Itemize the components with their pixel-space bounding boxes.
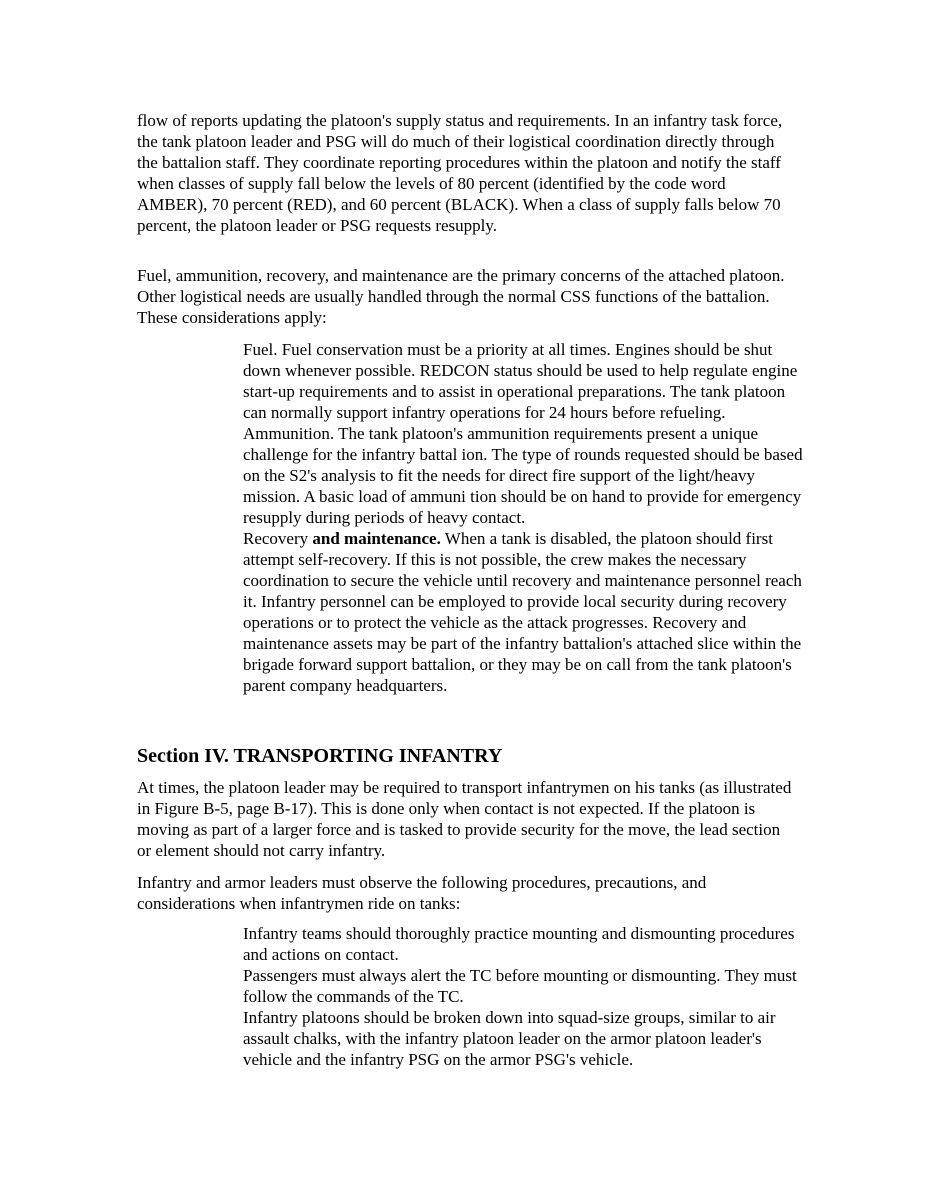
procedure-item: Infantry platoons should be broken down into squad-size groups, similar to air assault chalks, with the infantry platoon leader on the armor platoon leader's vehicle and the infantry PSG on the armor PSG's vehicle. — [243, 1008, 776, 1069]
recovery-rest-text: When a tank is disabled, the platoon should first attempt self-recovery. If this is not possible, the crew makes the necessary coordination to secure the vehicle until recovery and maintenance personnel reach it. Infantry personnel can be employed to provide local security during recovery operations or to protect the vehicle as the attack progresses. Recovery and maintenance assets may be part of the infantry battalion's attached slice within the brigade forward support battalion, or they may be on call from the tank platoon's parent company headquarters. — [243, 529, 802, 695]
transport-paragraph: At times, the platoon leader may be required to transport infantrymen on his tanks (as illustrated in Figure B-5, page B-17). This is done only when contact is not expected. If the platoon is moving as part of a larger force and is tasked to provide security for the move, the lead section or element should not carry infantry. — [137, 778, 792, 860]
supply-status-paragraph: flow of reports updating the platoon's supply status and requirements. In an infantry task force, the tank platoon leader and PSG will do much of their logistical coordination directly through the battalion staff. They coordinate reporting procedures within the platoon and notify the staff when classes of supply fall below the levels of 80 percent (identified by the code word AMBER), 70 percent (RED), and 60 percent (BLACK). When a class of supply falls below 70 percent, the platoon leader or PSG requests resupply. — [137, 111, 783, 235]
section-heading: Section IV. TRANSPORTING INFANTRY — [137, 745, 503, 767]
procedures-list — [243, 923, 803, 1070]
fuel-item: Fuel. Fuel conservation must be a priority at all times. Engines should be shut down whenever possible. REDCON status should be used to help regulate engine start-up requirements and to assist in operational preparations. The tank platoon can normally support infantry operations for 24 hours before refueling. — [243, 340, 798, 422]
recovery-maintenance-item — [243, 528, 803, 696]
logistics-intro-paragraph: Fuel, ammunition, recovery, and maintenance are the primary concerns of the attached platoon. Other logistical needs are usually handled through the normal CSS functions of the battalion. These considerations apply: — [137, 266, 785, 327]
considerations-list — [243, 339, 803, 696]
procedure-item: Passengers must always alert the TC before mounting or dismounting. They must follow the commands of the TC. — [243, 966, 797, 1006]
ammunition-item: Ammunition. The tank platoon's ammunition requirements present a unique challenge for the infantry battal ion. The type of rounds requested should be based on the S2's analysis to fit the needs for direct fire support of the light/heavy mission. A basic load of ammuni tion should be on hand to provide for emergency resupply during periods of heavy contact. — [243, 424, 803, 527]
procedures-intro-paragraph: Infantry and armor leaders must observe the following procedures, precautions, and considerations when infantrymen ride on tanks: — [137, 873, 707, 913]
recovery-lead-text: Recovery — [243, 529, 313, 548]
recovery-bold-text: and maintenance. — [312, 529, 441, 548]
procedure-item: Infantry teams should thoroughly practice mounting and dismounting procedures and actions on contact. — [243, 924, 795, 964]
